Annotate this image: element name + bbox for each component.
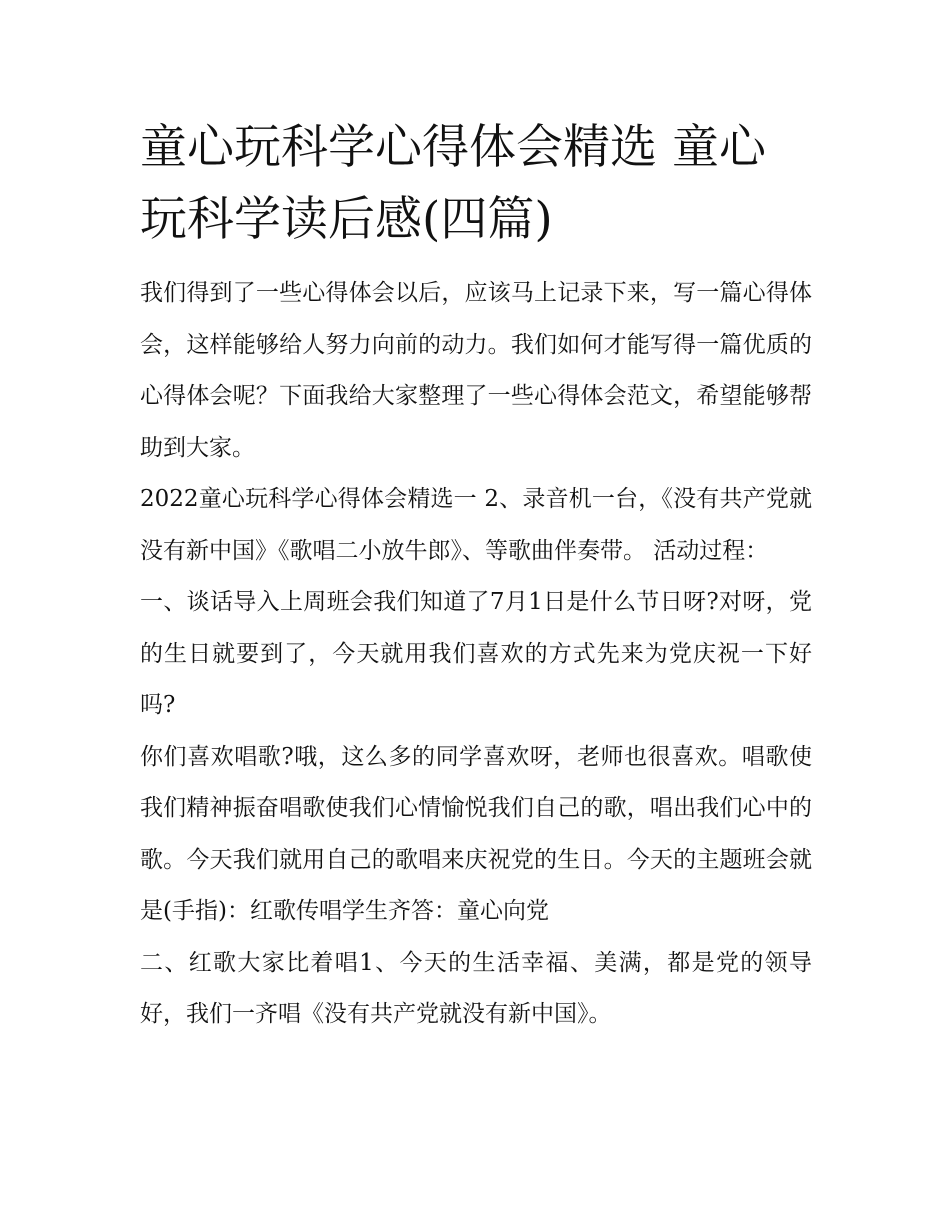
paragraph-intro: 我们得到了一些心得体会以后，应该马上记录下来，写一篇心得体会，这样能够给人努力向前的动力。我们如何才能写得一篇优质的心得体会呢？下面我给大家整理了一些心得体会范文，希望能够帮助到大家。 [140,280,812,461]
document-title: 童心玩科学心得体会精选 童心玩科学读后感(四篇) [140,120,766,247]
paragraph-materials: 2022童心玩科学心得体会精选一 2、录音机一台，《没有共产党就没有新中国》《歌唱二小放牛郎》、等歌曲伴奏带。 活动过程： [140,486,812,564]
document-body [140,112,812,1041]
paragraph-list [140,268,812,1041]
paragraph-step-one: 一、谈话导入上周班会我们知道了7月1日是什么节日呀?对呀，党的生日就要到了，今天就用我们喜欢的方式先来为党庆祝一下好吗? [140,589,812,718]
paragraph-step-two: 二、红歌大家比着唱1、今天的生活幸福、美满，都是党的领导好，我们一齐唱《没有共产党就没有新中国》。 [140,949,812,1027]
paragraph-singing: 你们喜欢唱歌?哦，这么多的同学喜欢呀，老师也很喜欢。唱歌使我们精神振奋唱歌使我们心情愉悦我们自己的歌，唱出我们心中的歌。今天我们就用自己的歌唱来庆祝党的生日。今天的主题班会就是(手指)：红歌传唱学生齐答：童心向党 [140,743,812,924]
